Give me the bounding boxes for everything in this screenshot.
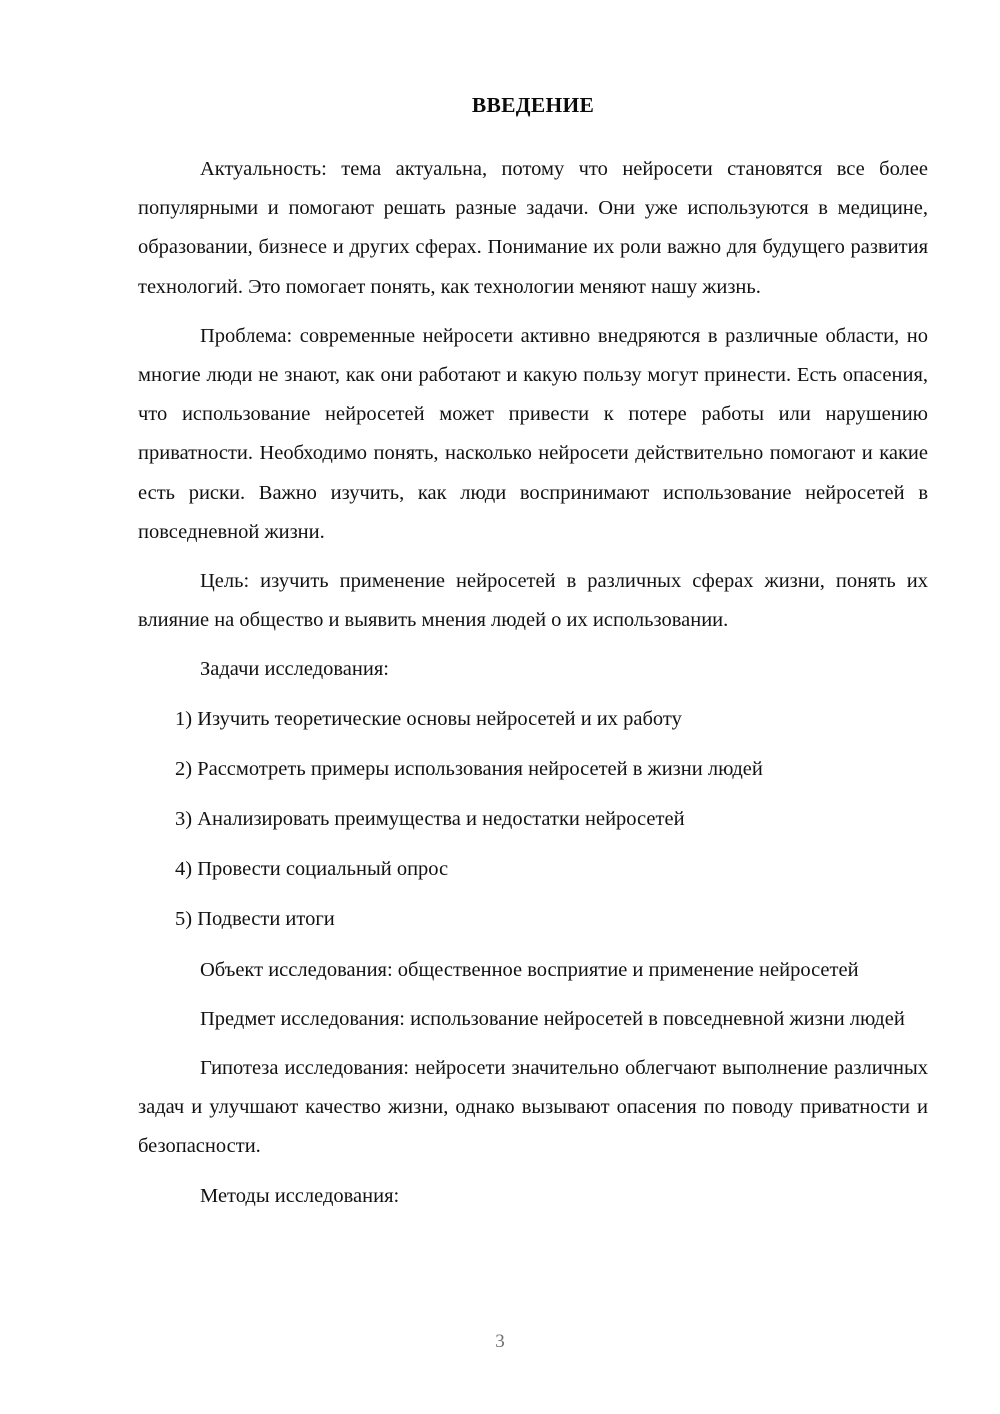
tasks-list bbox=[138, 700, 928, 940]
list-item: 1) Изучить теоретические основы нейросетей и их работу bbox=[175, 707, 682, 730]
list-item: 5) Подвести итоги bbox=[175, 908, 335, 931]
paragraph-object: Объект исследования: общественное восприятие и применение нейросетей bbox=[200, 958, 859, 981]
paragraph-tasks-heading: Задачи исследования: bbox=[200, 658, 389, 681]
page-title: ВВЕДЕНИЕ bbox=[471, 93, 595, 117]
list-item: 4) Провести социальный опрос bbox=[175, 858, 449, 881]
page-number: 3 bbox=[495, 1331, 505, 1352]
list-item: 2) Рассмотреть примеры использования нейросетей в жизни людей bbox=[175, 757, 763, 780]
paragraph-problem: Проблема: современные нейросети активно внедряются в различные области, но многие люди не знают, как они работают и какую пользу могут принести. Есть опасения, что использование нейросетей может привести к потере работы или нарушению приватности. Необходимо понять, насколько нейросети действительно помогают и какие есть риски. Важно изучить, как люди воспринимают использование нейросетей в повседневной жизни. bbox=[138, 324, 928, 543]
paragraph-methods-heading: Методы исследования: bbox=[200, 1184, 400, 1207]
paragraph-goal: Цель: изучить применение нейросетей в различных сферах жизни, понять их влияние на общество и выявить мнения людей о их использовании. bbox=[138, 570, 928, 632]
paragraph-hypothesis: Гипотеза исследования: нейросети значительно облегчают выполнение различных задач и улучшают качество жизни, однако вызывают опасения по поводу приватности и безопасности. bbox=[138, 1057, 928, 1158]
paragraph-subject: Предмет исследования: использование нейросетей в повседневной жизни людей bbox=[200, 1007, 905, 1030]
paragraph-relevance: Актуальность: тема актуальна, потому что нейросети становятся все более популярными и помогают решать разные задачи. Они уже используются в медицине, образовании, бизнесе и других сферах. Понимание их роли важно для будущего развития технологий. Это помогает понять, как технологии меняют нашу жизнь. bbox=[138, 158, 928, 298]
document-body bbox=[138, 86, 928, 1216]
list-item: 3) Анализировать преимущества и недостатки нейросетей bbox=[175, 808, 685, 831]
